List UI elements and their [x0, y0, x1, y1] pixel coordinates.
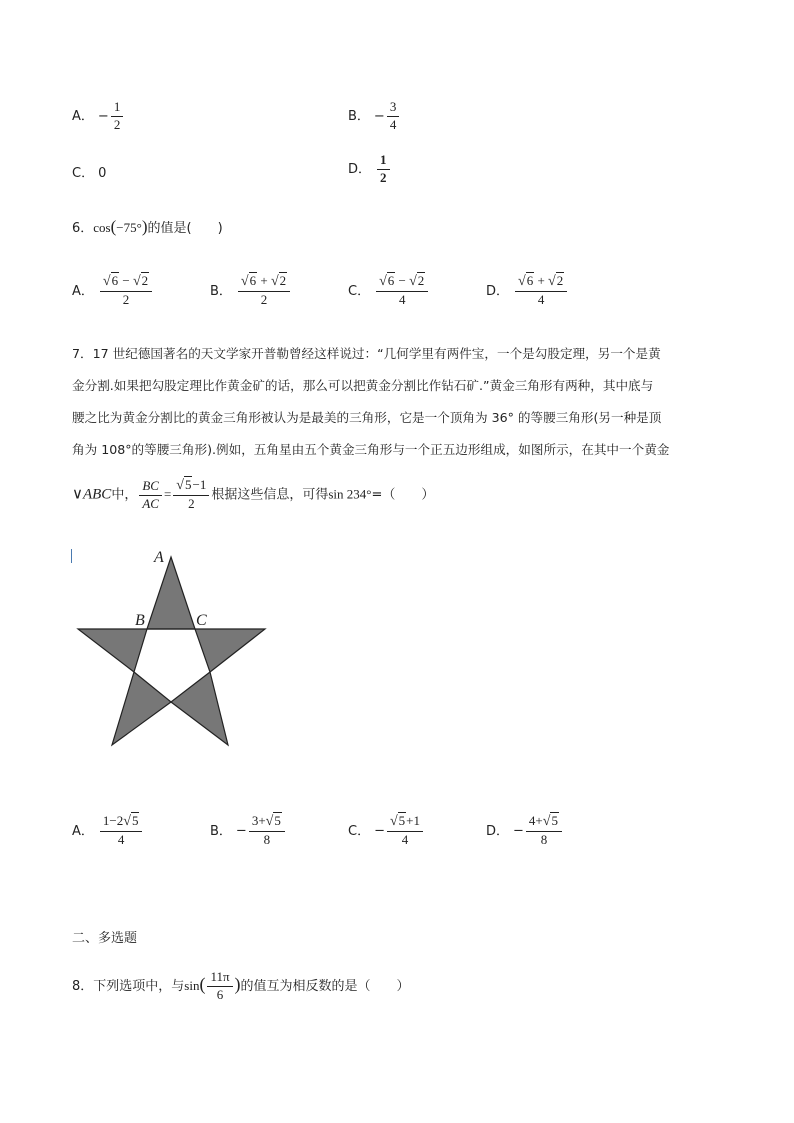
q7-golden-ratio: $\frac{√5-1}{2}$: [173, 478, 209, 512]
q7-line-1: 7．17 世纪德国著名的天文学家开普勒曾经这样说过：“几何学里有两件宝，一个是勾股定理，另一个是黄: [72, 346, 661, 361]
q5-option-a-label: A．: [72, 108, 94, 124]
q5-option-b-label: B．: [348, 108, 370, 124]
q6-option-c[interactable]: C． $\frac{√6 - √2}{4}$: [348, 274, 430, 308]
q7-line-4: 角为 108°的等腰三角形).例如，五角星由五个黄金三角形与一个正五边形组成，如图所示，在其中一个黄金: [72, 442, 670, 457]
q5-option-c-label: C．: [72, 166, 95, 181]
q8-fraction: $\frac{11\pi}{6}$: [207, 970, 232, 1003]
section-title: 二、多选题: [72, 931, 138, 946]
q7-option-c[interactable]: C． − $\frac{√5+1}{4}$: [348, 814, 425, 848]
q5-option-d-fraction: $\frac{1}{2}$: [377, 153, 390, 186]
vertex-b-label: B: [135, 612, 145, 629]
vertex-c-label: C: [196, 612, 207, 629]
q7-ratio: $\frac{BC}{AC}$: [139, 479, 162, 512]
q5-option-c[interactable]: C． 0: [72, 166, 107, 181]
q5-option-a-fraction: $\frac{1}{2}$: [111, 100, 124, 133]
q8-stem: 8．下列选项中，与sin( $\frac{11\pi}{6}$ )的值互为相反数的是（ ）: [72, 969, 410, 1002]
vertex-a-label: A: [154, 549, 164, 566]
pentagram-figure: [70, 545, 275, 755]
q7-line-3: 腰之比为黄金分割比的黄金三角形被认为是最美的三角形，它是一个顶角为 36° 的等腰三角形(另一种是顶: [72, 410, 662, 425]
q5-option-b[interactable]: B． − $\frac{3}{4}$: [348, 100, 401, 133]
q6-option-a[interactable]: A． $\frac{√6 - √2}{2}$: [72, 274, 154, 308]
q7-line-2: 金分割.如果把勾股定理比作黄金矿的话，那么可以把黄金分割比作钻石矿.”黄金三角形有两种，其中底与: [72, 378, 654, 393]
q7-line-5: ∨ABC中， $\frac{BC}{AC}$ = $\frac{√5-1}{2}$ 根据这些信息，可得sin 234°=（ ）: [72, 477, 435, 512]
q7-option-d[interactable]: D． − $\frac{4+√5}{8}$: [486, 814, 564, 848]
q6-option-b[interactable]: B． $\frac{√6 + √2}{2}$: [210, 274, 292, 308]
q7-option-a[interactable]: A． $\frac{1-2√5}{4}$: [72, 814, 144, 848]
q5-option-d-label: D．: [348, 161, 372, 177]
q5-option-a[interactable]: A． − $\frac{1}{2}$: [72, 100, 125, 133]
q7-option-b[interactable]: B． − $\frac{3+√5}{8}$: [210, 814, 287, 848]
q6-option-d[interactable]: D． $\frac{√6 + √2}{4}$: [486, 274, 569, 308]
q5-option-d[interactable]: [348, 153, 392, 186]
q5-option-b-fraction: $\frac{3}{4}$: [387, 100, 400, 133]
q6-stem: 6．cos(−75°)的值是( ): [72, 217, 223, 236]
